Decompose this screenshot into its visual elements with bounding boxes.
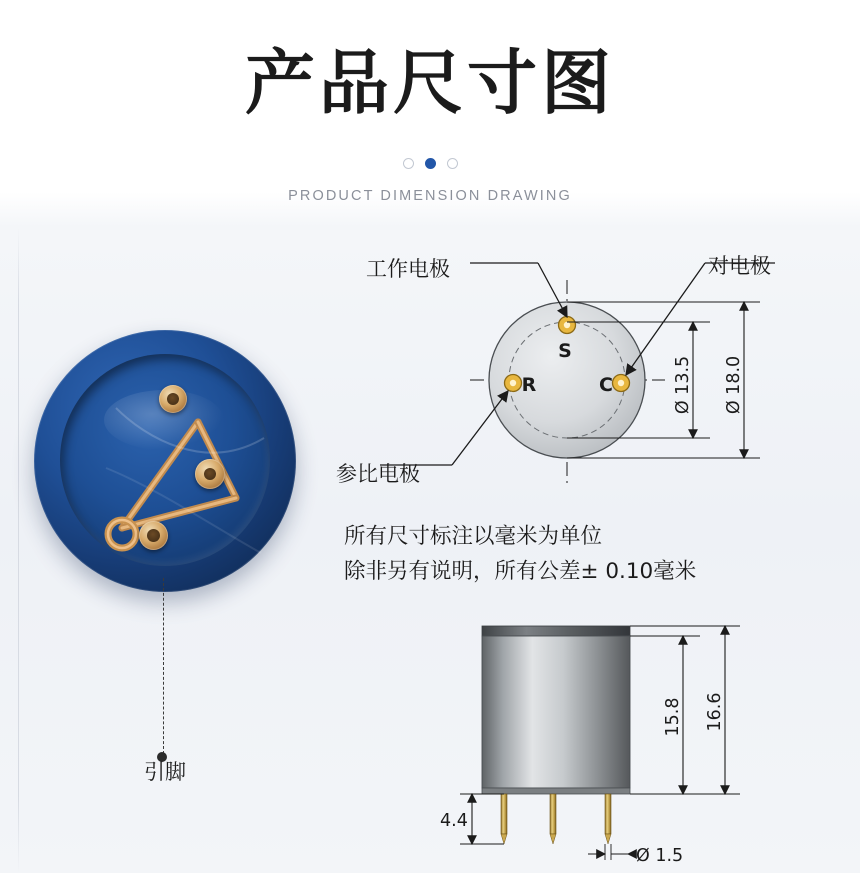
dim-pin-diameter: Ø 1.5 — [636, 846, 684, 866]
page-subtitle: PRODUCT DIMENSION DRAWING — [288, 188, 572, 204]
electrode-pad-right — [195, 459, 225, 489]
carousel-dot-2-active[interactable] — [425, 158, 436, 169]
mark-counter: C — [599, 374, 613, 396]
note-line-1: 所有尺寸标注以毫米为单位 — [344, 524, 603, 549]
pin-leader-line — [163, 578, 164, 754]
sensor-photo-block — [24, 320, 314, 610]
dim-body-height: 15.8 — [663, 697, 683, 737]
carousel-dot-1[interactable] — [403, 158, 414, 169]
carousel-dots[interactable] — [0, 158, 860, 169]
dim-outer-diameter: Ø 18.0 — [724, 355, 744, 415]
notes-block — [344, 520, 814, 590]
electrode-hole-bottom — [147, 529, 160, 542]
dim-inner-diameter: Ø 13.5 — [673, 355, 693, 415]
note-line-2: 除非另有说明，所有公差± 0.10毫米 — [344, 558, 697, 584]
left-divider — [18, 228, 19, 873]
dim-total-height: 16.6 — [705, 692, 725, 732]
pin-label: 引脚 — [144, 760, 186, 784]
sensor-cavity — [60, 354, 270, 566]
callout-counter-electrode: 对电极 — [708, 254, 771, 278]
page-title: 产品尺寸图 — [245, 42, 615, 124]
sensor-body-photo — [34, 330, 296, 592]
electrode-hole-top — [167, 393, 179, 405]
dim-pin-offset: 4.4 — [440, 811, 468, 831]
callout-working-electrode: 工作电极 — [366, 257, 450, 281]
copper-wire-graphic — [86, 378, 296, 590]
electrode-pad-top — [159, 385, 187, 413]
carousel-dot-3[interactable] — [447, 158, 458, 169]
electrode-pad-bottom — [139, 521, 168, 550]
callout-reference-electrode: 参比电极 — [336, 462, 420, 486]
mark-sensing: S — [558, 340, 572, 362]
side-view-drawing — [400, 612, 840, 870]
mark-reference: R — [521, 374, 537, 396]
electrode-hole-right — [204, 468, 216, 480]
